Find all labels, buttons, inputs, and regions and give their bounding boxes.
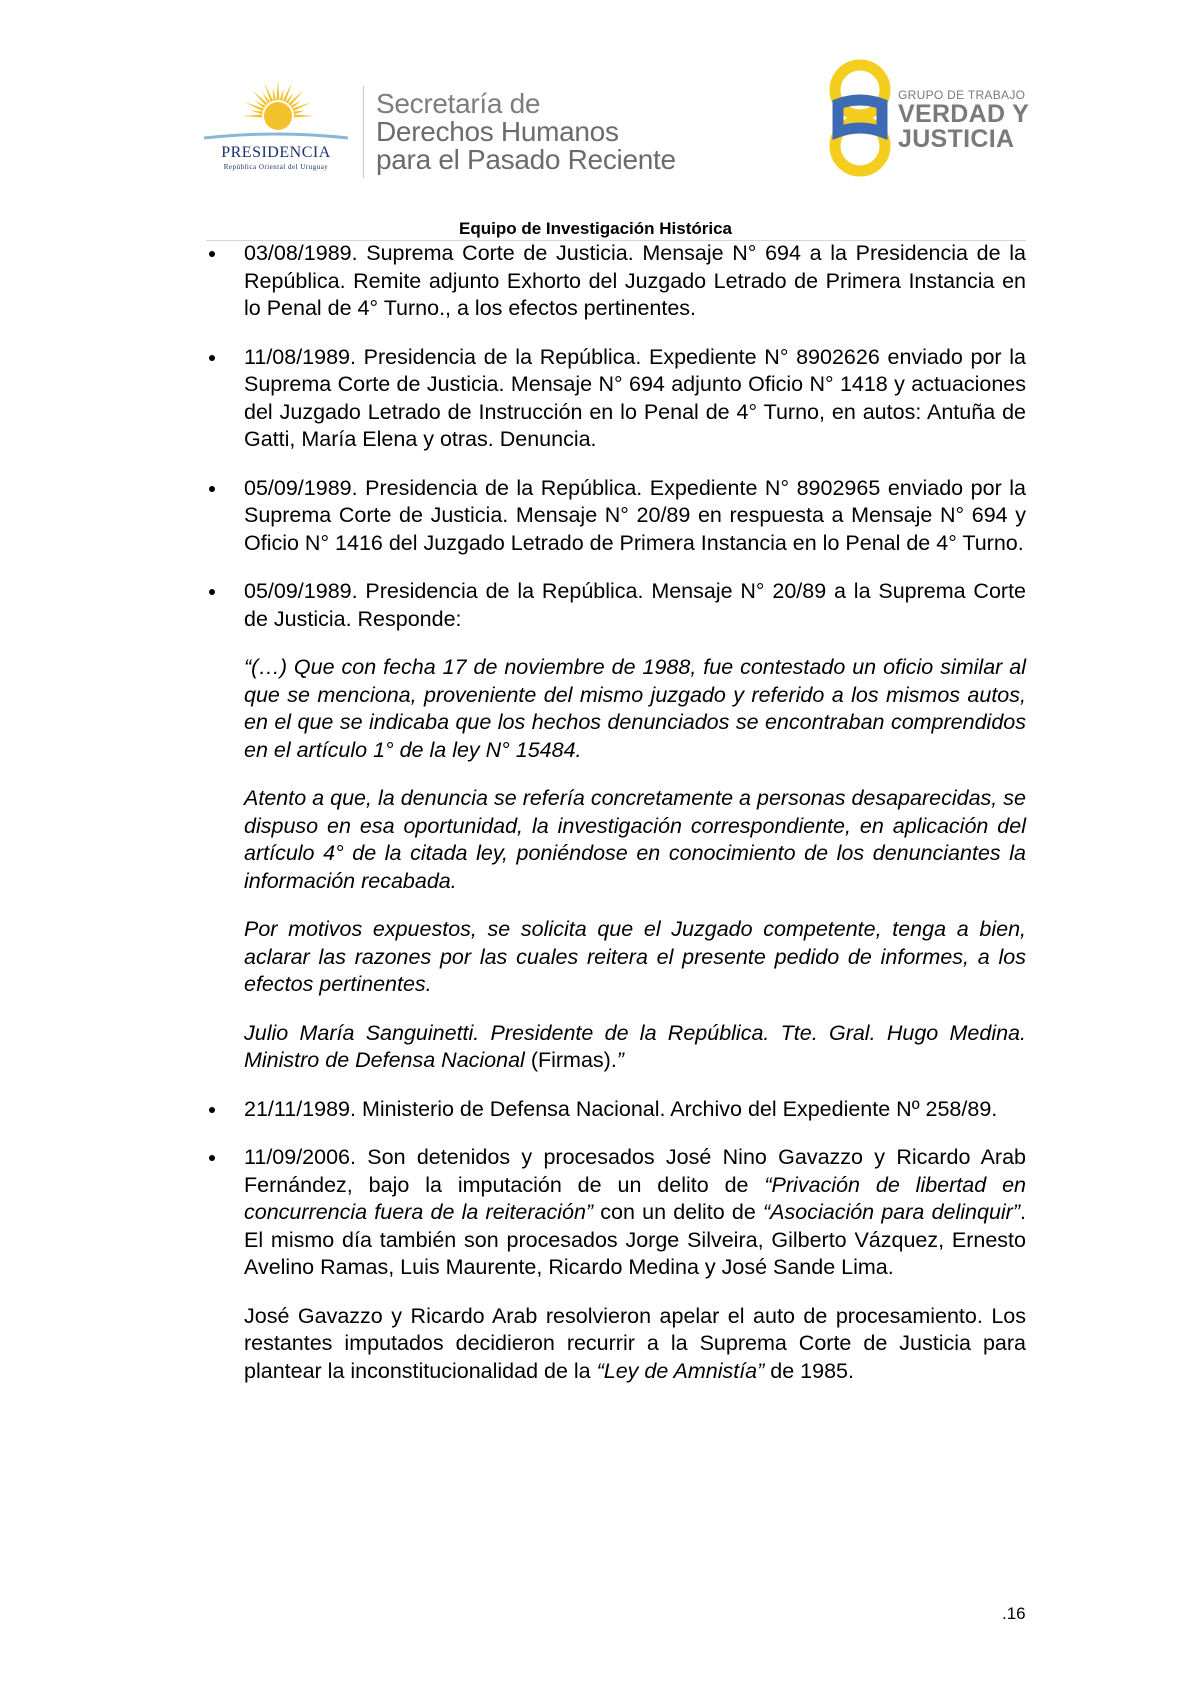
bullet-icon xyxy=(209,1107,215,1113)
header-divider xyxy=(363,86,364,178)
quote-close-mark: ” xyxy=(616,1048,624,1072)
sun-ray xyxy=(293,111,305,115)
page-header xyxy=(0,0,1191,200)
verdad-label: VERDAD Y xyxy=(898,100,1030,128)
quote-paragraph-1: “(…) Que con fecha 17 de noviembre de 1988, fue contestado un oficio similar al que se menciona, proveniente del mismo juzgado y referido a los mismos autos, en el que se indicaba que los hechos denunciados se encontraban comprendidos en el artículo 1° de la ley N° 15484. xyxy=(244,655,1026,762)
quote-paragraph-3: Por motivos expuestos, se solicita que el Juzgado competente, tenga a bien, aclarar las razones por las cuales reitera el presente pedido de informes, a los efectos pertinentes. xyxy=(244,917,1026,996)
sun-ray xyxy=(245,102,264,111)
entry-text xyxy=(244,1144,1026,1282)
entry-text: 05/09/1989. Presidencia de la República. Mensaje N° 20/89 a la Suprema Corte de Justicia. Responde: xyxy=(244,579,1026,631)
verdad-justicia-rings-logo xyxy=(820,56,900,180)
entry6-text-3: . El mismo día también son procesados Jorge Silveira, Gilberto Vázquez, Ernesto Avelino Ramas, Luis Maurente, Ricardo Medina y José Sande Lima. xyxy=(244,1200,1026,1279)
sun-ray xyxy=(283,83,292,102)
closing-paragraph xyxy=(244,1303,1026,1386)
entry6-charge-1: “Privación de libertad en concurrencia fuera de la reiteración” xyxy=(244,1172,1026,1224)
secretaria-line-1: Secretaría de xyxy=(376,88,541,119)
signatures-names: Julio María Sanguinetti. Presidente de la República. Tte. Gral. Hugo Medina. Ministro de Defensa Nacional xyxy=(244,1020,1026,1072)
bullet-icon xyxy=(209,1155,215,1161)
bullet-icon xyxy=(209,251,215,257)
list-item xyxy=(244,1144,1026,1282)
closing-text-2: de 1985. xyxy=(764,1358,854,1383)
sun-ray xyxy=(294,115,314,118)
entry-text: 03/08/1989. Suprema Corte de Justicia. Mensaje N° 694 a la Presidencia de la República. Remite adjunto Exhorto del Juzgado Letrado de Primera Instancia en lo Penal de 4° Turno., a los efectos pertinentes. xyxy=(244,241,1026,320)
grupo-trabajo-label: GRUPO DE TRABAJO xyxy=(898,88,1026,102)
bullet-icon xyxy=(209,589,215,595)
closing-law-name: “Ley de Amnistía” xyxy=(596,1358,765,1383)
signatures-firmas: (Firmas). xyxy=(524,1048,617,1072)
entry6-text-2: con un delito de xyxy=(593,1200,763,1224)
bullet-icon xyxy=(209,355,215,361)
document-body xyxy=(244,240,1026,1385)
closing-text-1: José Gavazzo y Ricardo Arab resolvieron apelar el auto de procesamiento. Los restantes imputados decidieron recurrir a la Suprema Corte de Justicia para plantear la inconstitucionalidad de la xyxy=(244,1303,1026,1383)
list-item xyxy=(244,344,1026,454)
sun-ray xyxy=(292,102,311,111)
entry-text: 11/08/1989. Presidencia de la República. Expediente N° 8902626 enviado por la Suprema Corte de Justicia. Mensaje N° 694 adjunto Oficio N° 1418 y actuaciones del Juzgado Letrado de Instrucción en lo Penal de 4° Turno, en autos: Antuña de Gatti, María Elena y otras. Denuncia. xyxy=(244,344,1026,451)
list-item xyxy=(244,578,1026,633)
secretaria-title xyxy=(376,90,676,174)
team-title: Equipo de Investigación Histórica xyxy=(459,219,732,238)
quoted-message xyxy=(244,654,1026,1075)
sun-ray xyxy=(273,89,277,101)
page-number: .16 xyxy=(1002,1604,1026,1623)
secretaria-line-2: Derechos Humanos xyxy=(376,116,619,147)
sun-ray xyxy=(264,83,273,102)
list-item xyxy=(244,240,1026,323)
sun-ray xyxy=(251,111,263,115)
sun-ray xyxy=(277,80,280,100)
quote-signatures xyxy=(244,1020,1026,1075)
sun-ray xyxy=(280,89,284,101)
quote-paragraph-2: Atento a que, la denuncia se refería concretamente a personas desaparecidas, se dispuso en esa oportunidad, la investigación correspondiente, en aplicación del artículo 4° de la citada ley, poniéndose en conocimiento de los denunciantes la información recabada. xyxy=(244,786,1026,893)
entry6-text-1: 11/09/2006. Son detenidos y procesados José Nino Gavazzo y Ricardo Arab Fernández, bajo la imputación de un delito de xyxy=(244,1145,1026,1197)
list-item xyxy=(244,475,1026,558)
presidencia-subtitle: República Oriental del Uruguay xyxy=(223,163,329,171)
closing-text xyxy=(244,1303,1026,1386)
list-item xyxy=(244,1096,1026,1124)
verdad-justicia-wordmark xyxy=(898,88,1029,152)
entry-text: 05/09/1989. Presidencia de la República. Expediente N° 8902965 enviado por la Suprema Corte de Justicia. Mensaje N° 20/89 en respuesta a Mensaje N° 694 y Oficio N° 1416 del Juzgado Letrado de Primera Instancia en lo Penal de 4° Turno. xyxy=(244,475,1026,555)
sun-ray xyxy=(242,115,262,118)
justicia-label: JUSTICIA xyxy=(898,125,1015,153)
bullet-icon xyxy=(209,486,215,492)
secretaria-line-3: para el Pasado Reciente xyxy=(376,144,676,175)
presidencia-name: PRESIDENCIA xyxy=(221,144,331,161)
entry6-charge-2: “Asociación para delinquir” xyxy=(763,1200,1021,1224)
entry-text: 21/11/1989. Ministerio de Defensa Nacional. Archivo del Expediente Nº 258/89. xyxy=(244,1096,998,1121)
